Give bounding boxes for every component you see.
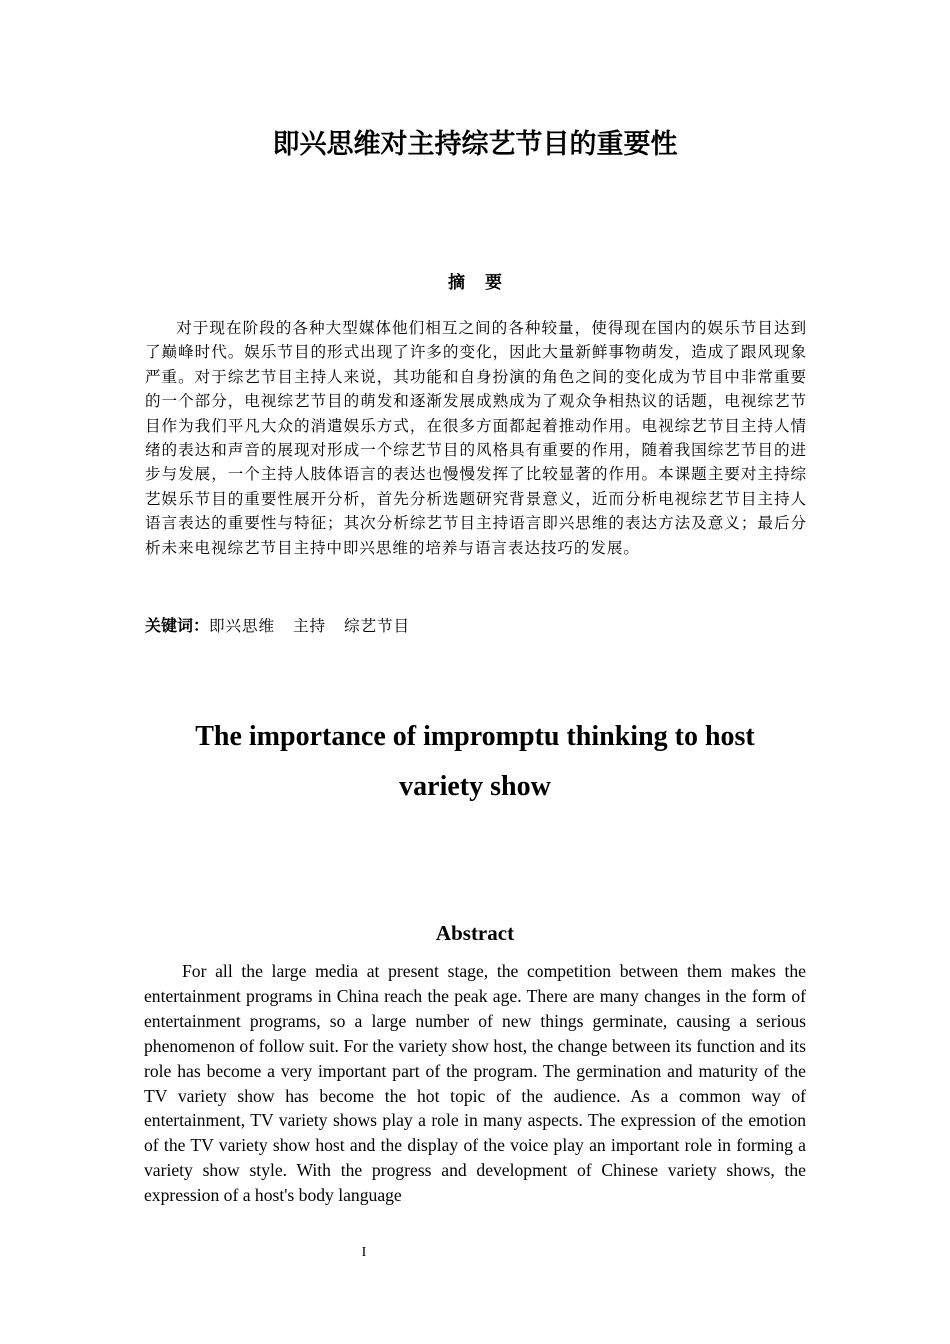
chinese-keywords (145, 614, 428, 639)
keywords-label: 关键词： (145, 616, 210, 635)
chinese-abstract-body: 对于现在阶段的各种大型媒体他们相互之间的各种较量，使得现在国内的娱乐节目达到了巅峰时代。娱乐节目的形式出现了许多的变化，因此大量新鲜事物萌发，造成了跟风现象严重。对于综艺节目主持人来说，其功能和自身扮演的角色之间的变化成为节目中非常重要的一个部分，电视综艺节目的萌发和逐渐发展成熟成为了观众争相热议的话题，电视综艺节目作为我们平凡大众的消遣娱乐方式，在很多方面都起着推动作用。电视综艺节目主持人情绪的表达和声音的展现对形成一个综艺节目的风格具有重要的作用，随着我国综艺节目的进步与发展，一个主持人肢体语言的表达也慢慢发挥了比较显著的作用。本课题主要对主持综艺娱乐节目的重要性展开分析，首先分析选题研究背景意义，近而分析电视综艺节目主持人语言表达的重要性与特征；其次分析综艺节目主持语言即兴思维的表达方法及意义；最后分析未来电视综艺节目主持中即兴思维的培养与语言表达技巧的发展。 (145, 319, 807, 557)
page-number: I (361, 1245, 367, 1260)
chinese-abstract-heading: 摘 要 (448, 273, 502, 293)
english-title (0, 712, 950, 812)
english-title-line: The importance of impromptu thinking to host (195, 721, 755, 752)
english-title-line: variety show (399, 771, 551, 802)
chinese-title: 即兴思维对主持综艺节目的重要性 (272, 129, 678, 160)
keyword-item: 综艺节目 (344, 617, 410, 635)
english-abstract-body: For all the large media at present stage, the competition between them makes the entertainment programs in China reach the peak age. There are many changes in the form of entertainment programs, so a large number of new things germinate, causing a serious phenomenon of follow suit. For the variety show host, the change between its function and its role has become a very important part of the program. The germination and maturity of the TV variety show has become the hot topic of the audience. As a common way of entertainment, TV variety shows play a role in many aspects. The expression of the emotion of the TV variety show host and the display of the voice play an important role in forming a variety show style. With the progress and development of Chinese variety shows, the expression of a host's body language (144, 961, 806, 1206)
keyword-item: 主持 (293, 617, 326, 635)
english-abstract-heading: Abstract (435, 921, 515, 945)
keyword-item: 即兴思维 (209, 617, 275, 635)
